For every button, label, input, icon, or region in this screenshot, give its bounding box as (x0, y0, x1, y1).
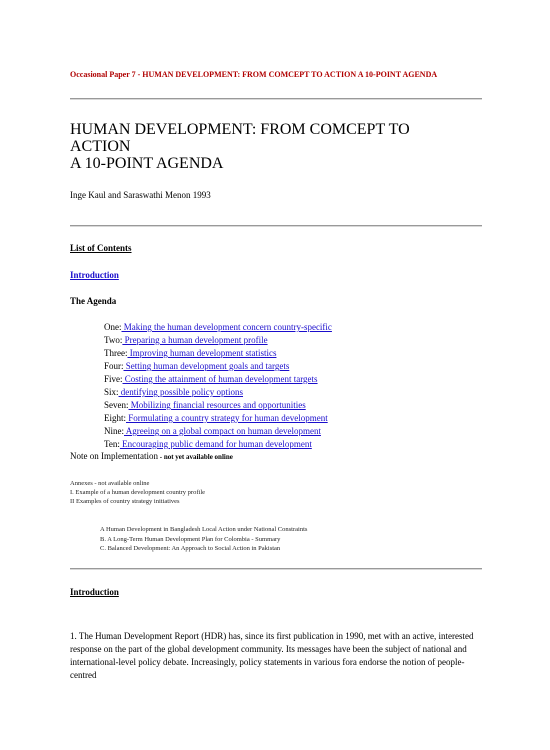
agenda-link[interactable]: Mobilizing financial resources and opportunities (128, 400, 306, 410)
annex-subitem: C. Balanced Development: An Approach to Social Action in Pakistan (100, 545, 281, 552)
note-status: - not yet available online (157, 453, 233, 461)
agenda-link[interactable]: Agreeing on a global compact on human development (124, 426, 321, 436)
list-item (104, 438, 332, 451)
agenda-number: Five: (104, 374, 123, 384)
agenda-number: Four: (104, 361, 124, 371)
agenda-number: Six: (104, 387, 119, 397)
divider (70, 98, 482, 100)
list-item (104, 425, 332, 438)
annex-subitem: B. A Long-Term Human Development Plan for Colombia - Summary (100, 535, 281, 543)
list-item (104, 321, 332, 334)
title-line: A 10-POINT AGENDA (70, 155, 224, 172)
agenda-link[interactable]: Costing the attainment of human development targets (122, 374, 318, 384)
section-heading-introduction: Introduction (70, 587, 119, 597)
authors-line: Inge Kaul and Saraswathi Menon 1993 (70, 190, 211, 200)
list-item (104, 347, 332, 360)
list-item (104, 399, 332, 412)
page-title (70, 121, 482, 172)
agenda-heading: The Agenda (70, 296, 117, 306)
agenda-link[interactable]: Setting human development goals and targets (123, 361, 290, 371)
agenda-link[interactable]: Preparing a human development profile (122, 335, 268, 345)
agenda-link[interactable]: Encouraging public demand for human development (119, 439, 312, 449)
agenda-number: Three: (104, 348, 128, 358)
agenda-link[interactable]: Improving human development statistics (127, 348, 277, 358)
list-item (104, 412, 332, 425)
list-item (104, 386, 332, 399)
agenda-number: Nine: (104, 426, 124, 436)
list-item (104, 360, 332, 373)
agenda-number: One: (104, 322, 122, 332)
annex-subitem: A Human Development in Bangladesh Local Action under National Constraints (100, 526, 308, 533)
agenda-number: Ten: (104, 439, 120, 449)
implementation-note (70, 451, 233, 461)
agenda-number: Eight: (104, 413, 126, 423)
introduction-link[interactable]: Introduction (70, 270, 119, 280)
header-breadcrumb: Occasional Paper 7 - HUMAN DEVELOPMENT: FROM COMCEPT TO ACTION A 10-POINT AGENDA (70, 70, 438, 79)
list-item (104, 373, 332, 386)
annex-sublist (100, 525, 307, 554)
agenda-number: Two: (104, 335, 123, 345)
divider (70, 568, 482, 570)
agenda-link[interactable]: Making the human development concern country-specific (121, 322, 332, 332)
divider (70, 225, 482, 227)
contents-heading: List of Contents (70, 243, 132, 253)
agenda-link[interactable]: dentifying possible policy options (118, 387, 244, 397)
note-label: Note on Implementation (70, 451, 158, 461)
agenda-link[interactable]: Formulating a country strategy for human development (126, 413, 328, 423)
title-line: HUMAN DEVELOPMENT: FROM COMCEPT TO (70, 121, 410, 138)
annex-line: I. Example of a human development country profile (70, 489, 206, 496)
agenda-number: Seven: (104, 400, 129, 410)
list-item (104, 334, 332, 347)
title-line: ACTION (70, 138, 131, 155)
annex-line: II Examples of country strategy initiatives (70, 498, 180, 505)
annex-line: Annexes - not available online (70, 480, 150, 487)
agenda-list (104, 321, 332, 451)
intro-paragraph: 1. The Human Development Report (HDR) has, since its first publication in 1990, met with an active, interested response on the part of the global development community. Its messages have been the subject of national and international-level policy debate. Increasingly, policy statements in various fora endorse the notion of people-centred (70, 631, 474, 680)
annexes-block (70, 479, 205, 506)
